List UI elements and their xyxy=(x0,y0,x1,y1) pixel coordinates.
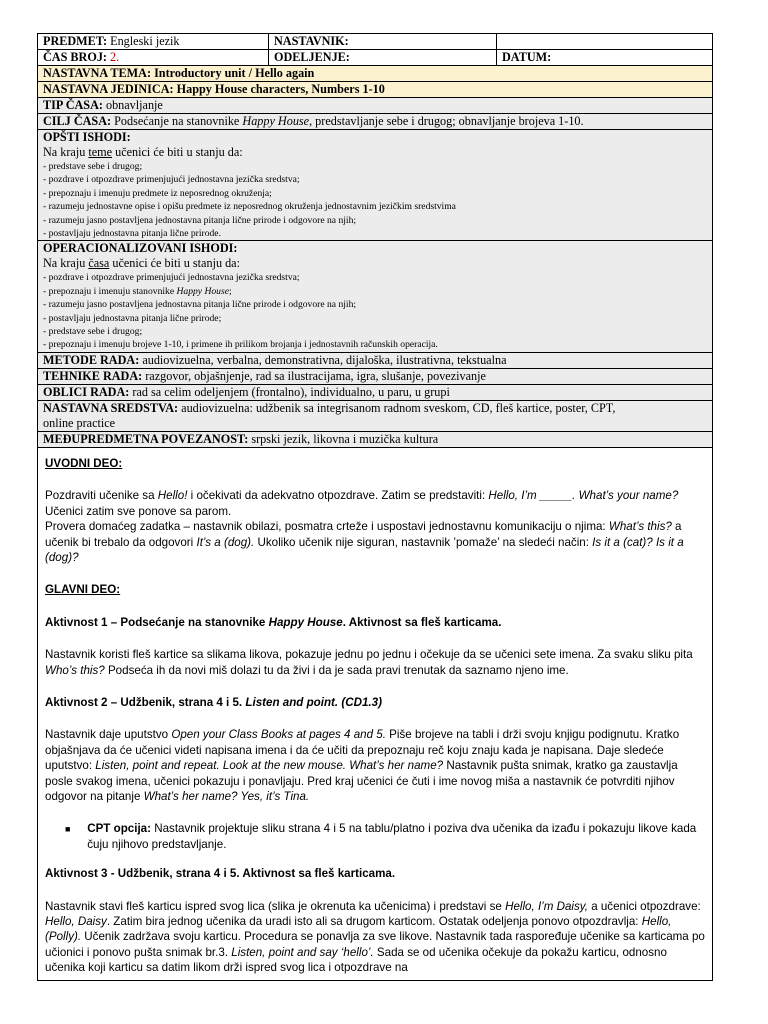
list-item: - pozdrave i otpozdrave primenjujući jednostavna jezička sredstva; xyxy=(43,272,300,284)
operacionalizovani-intro: Na kraju časa učenici će biti u stanju da: xyxy=(43,256,240,271)
uvodni-heading: UVODNI DEO: xyxy=(45,456,123,470)
list-item: - prepoznaju i imenuju stanovnike Happy House; xyxy=(43,285,232,297)
tehnike-row: TEHNIKE RADA: razgovor, objašnjenje, rad sa ilustracijama, igra, slušanje, povezivanje xyxy=(38,369,712,385)
metode-row: METODE RADA: audiovizuelna, verbalna, demonstrativna, dijaloška, ilustrativna, tekstualna xyxy=(38,353,712,369)
operacionalizovani-list xyxy=(43,271,707,351)
aktivnost-3-text: Nastavnik stavi fleš karticu ispred svog lica (slika je okrenuta ka učenicima) i predstavi se Hello, I’m Daisy, a učenici otpozdrave: Hello, Daisy. Zatim bira jednog učenika da uradi isto ali sa drugom karticom. Ostatak odeljenja ponovo otpozdravlja: Hello, (Polly). Učenik zadržava svoju karticu. Procedura se ponavlja za sve likove. Nastavnik tada raspoređuje učenike sa karticama po učionici i ponovo pušta snimak br.3. Listen, point and say ‘hello’. Sada se od učenika očekuje da pokažu karticu, odnosno učenika koji karticu sa datim likom drži ispred svog lica i otpozdrave na xyxy=(45,899,705,975)
glavni-heading: GLAVNI DEO: xyxy=(45,583,121,597)
tema-value: Introductory unit / Hello again xyxy=(154,66,315,80)
list-item: - razumeju jasno postavljena jednostavna pitanja lične prirode i odgovore na njih; xyxy=(43,214,357,226)
tema-label: NASTAVNA TEMA: xyxy=(43,66,152,80)
cilj-row: CILJ ČASA: Podsećanje na stanovnike Happy House, predstavljanje sebe i drugog; obnavljanje brojeva 1-10. xyxy=(38,114,712,130)
tema-row xyxy=(38,66,712,82)
aktivnost-3-title: Aktivnost 3 - Udžbenik, strana 4 i 5. Aktivnost sa fleš karticama. xyxy=(45,867,396,881)
oblici-row: OBLICI RADA: rad sa celim odeljenjem (frontalno), individualno, u paru, u grupi xyxy=(38,385,712,401)
list-item: - razumeju jednostavne opise i opišu predmete iz neposrednog okruženja jednostavnim jezičkim sredstvima xyxy=(43,201,456,213)
cilj-label: CILJ ČASA: xyxy=(43,114,112,128)
square-bullet-icon: ■ xyxy=(65,824,71,835)
cpt-bullet: ■ CPT opcija: Nastavnik projektuje sliku strana 4 i 5 na tablu/platno i poziva dva učenika da izađu i pokazuju likove kada čuju njihovo predstavljanje. xyxy=(65,822,697,851)
opsti-ishodi-intro: Na kraju teme učenici će biti u stanju da: xyxy=(43,145,243,159)
list-item: - postavljaju jednostavna pitanja lične prirode. xyxy=(43,228,221,240)
tip-label: TIP ČASA: xyxy=(43,98,103,112)
list-item: - prepoznaju i imenuju predmete iz neposrednog okruženja; xyxy=(43,187,272,199)
predmet-label: PREDMET: xyxy=(43,34,108,48)
aktivnost-1-text: Nastavnik koristi fleš kartice sa slikama likova, pokazuje jednu po jednu i očekuje da se učenici sete imena. Za svaku sliku pita Who’s this? Podseća ih da novi miš dolazi tu da živi i da je sada pravi trenutak da saznamo njeno ime. xyxy=(45,648,693,677)
list-item: - predstave sebe i drugog; xyxy=(43,326,143,338)
lesson-body xyxy=(38,448,712,976)
jedinica-label: NASTAVNA JEDINICA: xyxy=(43,82,174,96)
aktivnost-1-title: Aktivnost 1 – Podsećanje na stanovnike Happy House. Aktivnost sa fleš karticama. xyxy=(45,615,502,629)
operacionalizovani-ishodi-label: OPERACIONALIZOVANI ISHODI: xyxy=(43,241,238,256)
tip-value: obnavljanje xyxy=(105,98,163,112)
list-item: - pozdrave i otpozdrave primenjujući jednostavna jezička sredstva; xyxy=(43,174,300,186)
operacionalizovani-ishodi-section xyxy=(38,241,712,352)
header-row-1 xyxy=(38,34,712,50)
medjupredmetna-row: MEĐUPREDMETNA POVEZANOST: srpski jezik, likovna i muzička kultura xyxy=(38,432,712,448)
tip-row xyxy=(38,98,712,114)
uvodni-paragraph-1: Pozdraviti učenike sa Hello! i očekivati da adekvatno otpozdrave. Zatim se predstaviti: Hello, I’m _____. What’s your name? Učenici zatim sve ponove sa parom. xyxy=(45,489,679,518)
uvodni-paragraph-2: Provera domaćeg zadatka – nastavnik obilazi, posmatra crteže i uspostavi jednostavnu komunikaciju o njima: What’s this? a učenik bi trebalo da odgovori It’s a (dog). Ukoliko učenik nije siguran, nastavnik ’pomaže’ na sledeći način: Is it a (cat)? Is it a (dog)? xyxy=(45,520,684,564)
jedinica-value: Happy House characters, Numbers 1-10 xyxy=(176,82,385,96)
nastavnik-label: NASTAVNIK: xyxy=(274,34,349,48)
list-item: - razumeju jasno postavljena jednostavna pitanja lične prirode i odgovore na njih; xyxy=(43,299,357,311)
header-row-2 xyxy=(38,50,712,66)
list-item: - predstave sebe i drugog; xyxy=(43,161,143,172)
lesson-plan-document xyxy=(37,33,713,981)
opsti-ishodi-label: OPŠTI ISHODI: xyxy=(43,130,131,144)
cas-label: ČAS BROJ: xyxy=(43,50,107,64)
cas-value: 2. xyxy=(110,50,120,64)
aktivnost-2-title: Aktivnost 2 – Udžbenik, strana 4 i 5. Listen and point. (CD1.3) xyxy=(45,695,382,709)
opsti-ishodi-section xyxy=(38,130,712,241)
aktivnost-2-text: Nastavnik daje uputstvo Open your Class Books at pages 4 and 5. Piše brojeve na tabli i drži svoju knjigu podignutu. Kratko objašnjava da će učenici videti napisana imena i da će učiti da prepoznaju reč koju znaju kada je napisana. Daje sledeće uputstvo: Listen, point and repeat. Look at the new mouse. What’s her name? Nastavnik pušta snimak, kratko ga zaustavlja posle svakog imena, učenici pokazuju i ponavljaju. Pred kraj učenici će čuti i ime novog miša a nastavnik će potvrditi njihov odgovor na pitanje What’s her name? Yes, it’s Tina. xyxy=(45,728,680,803)
predmet-value: Engleski jezik xyxy=(110,34,180,48)
jedinica-row xyxy=(38,82,712,98)
odeljenje-label: ODELJENJE: xyxy=(274,50,350,64)
opsti-ishodi-list xyxy=(43,160,707,240)
list-item: - prepoznaju i imenuju brojeve 1-10, i primene ih prilikom brojanja i jednostavnih računskih operacija. xyxy=(43,339,438,351)
sredstva-row: NASTAVNA SREDSTVA: audiovizuelna: udžbenik sa integrisanom radnom sveskom, CD, fleš kartice, poster, CPT, online practice xyxy=(38,401,712,432)
datum-label: DATUM: xyxy=(502,50,552,64)
list-item: - postavljaju jednostavna pitanja lične prirode; xyxy=(43,312,222,324)
